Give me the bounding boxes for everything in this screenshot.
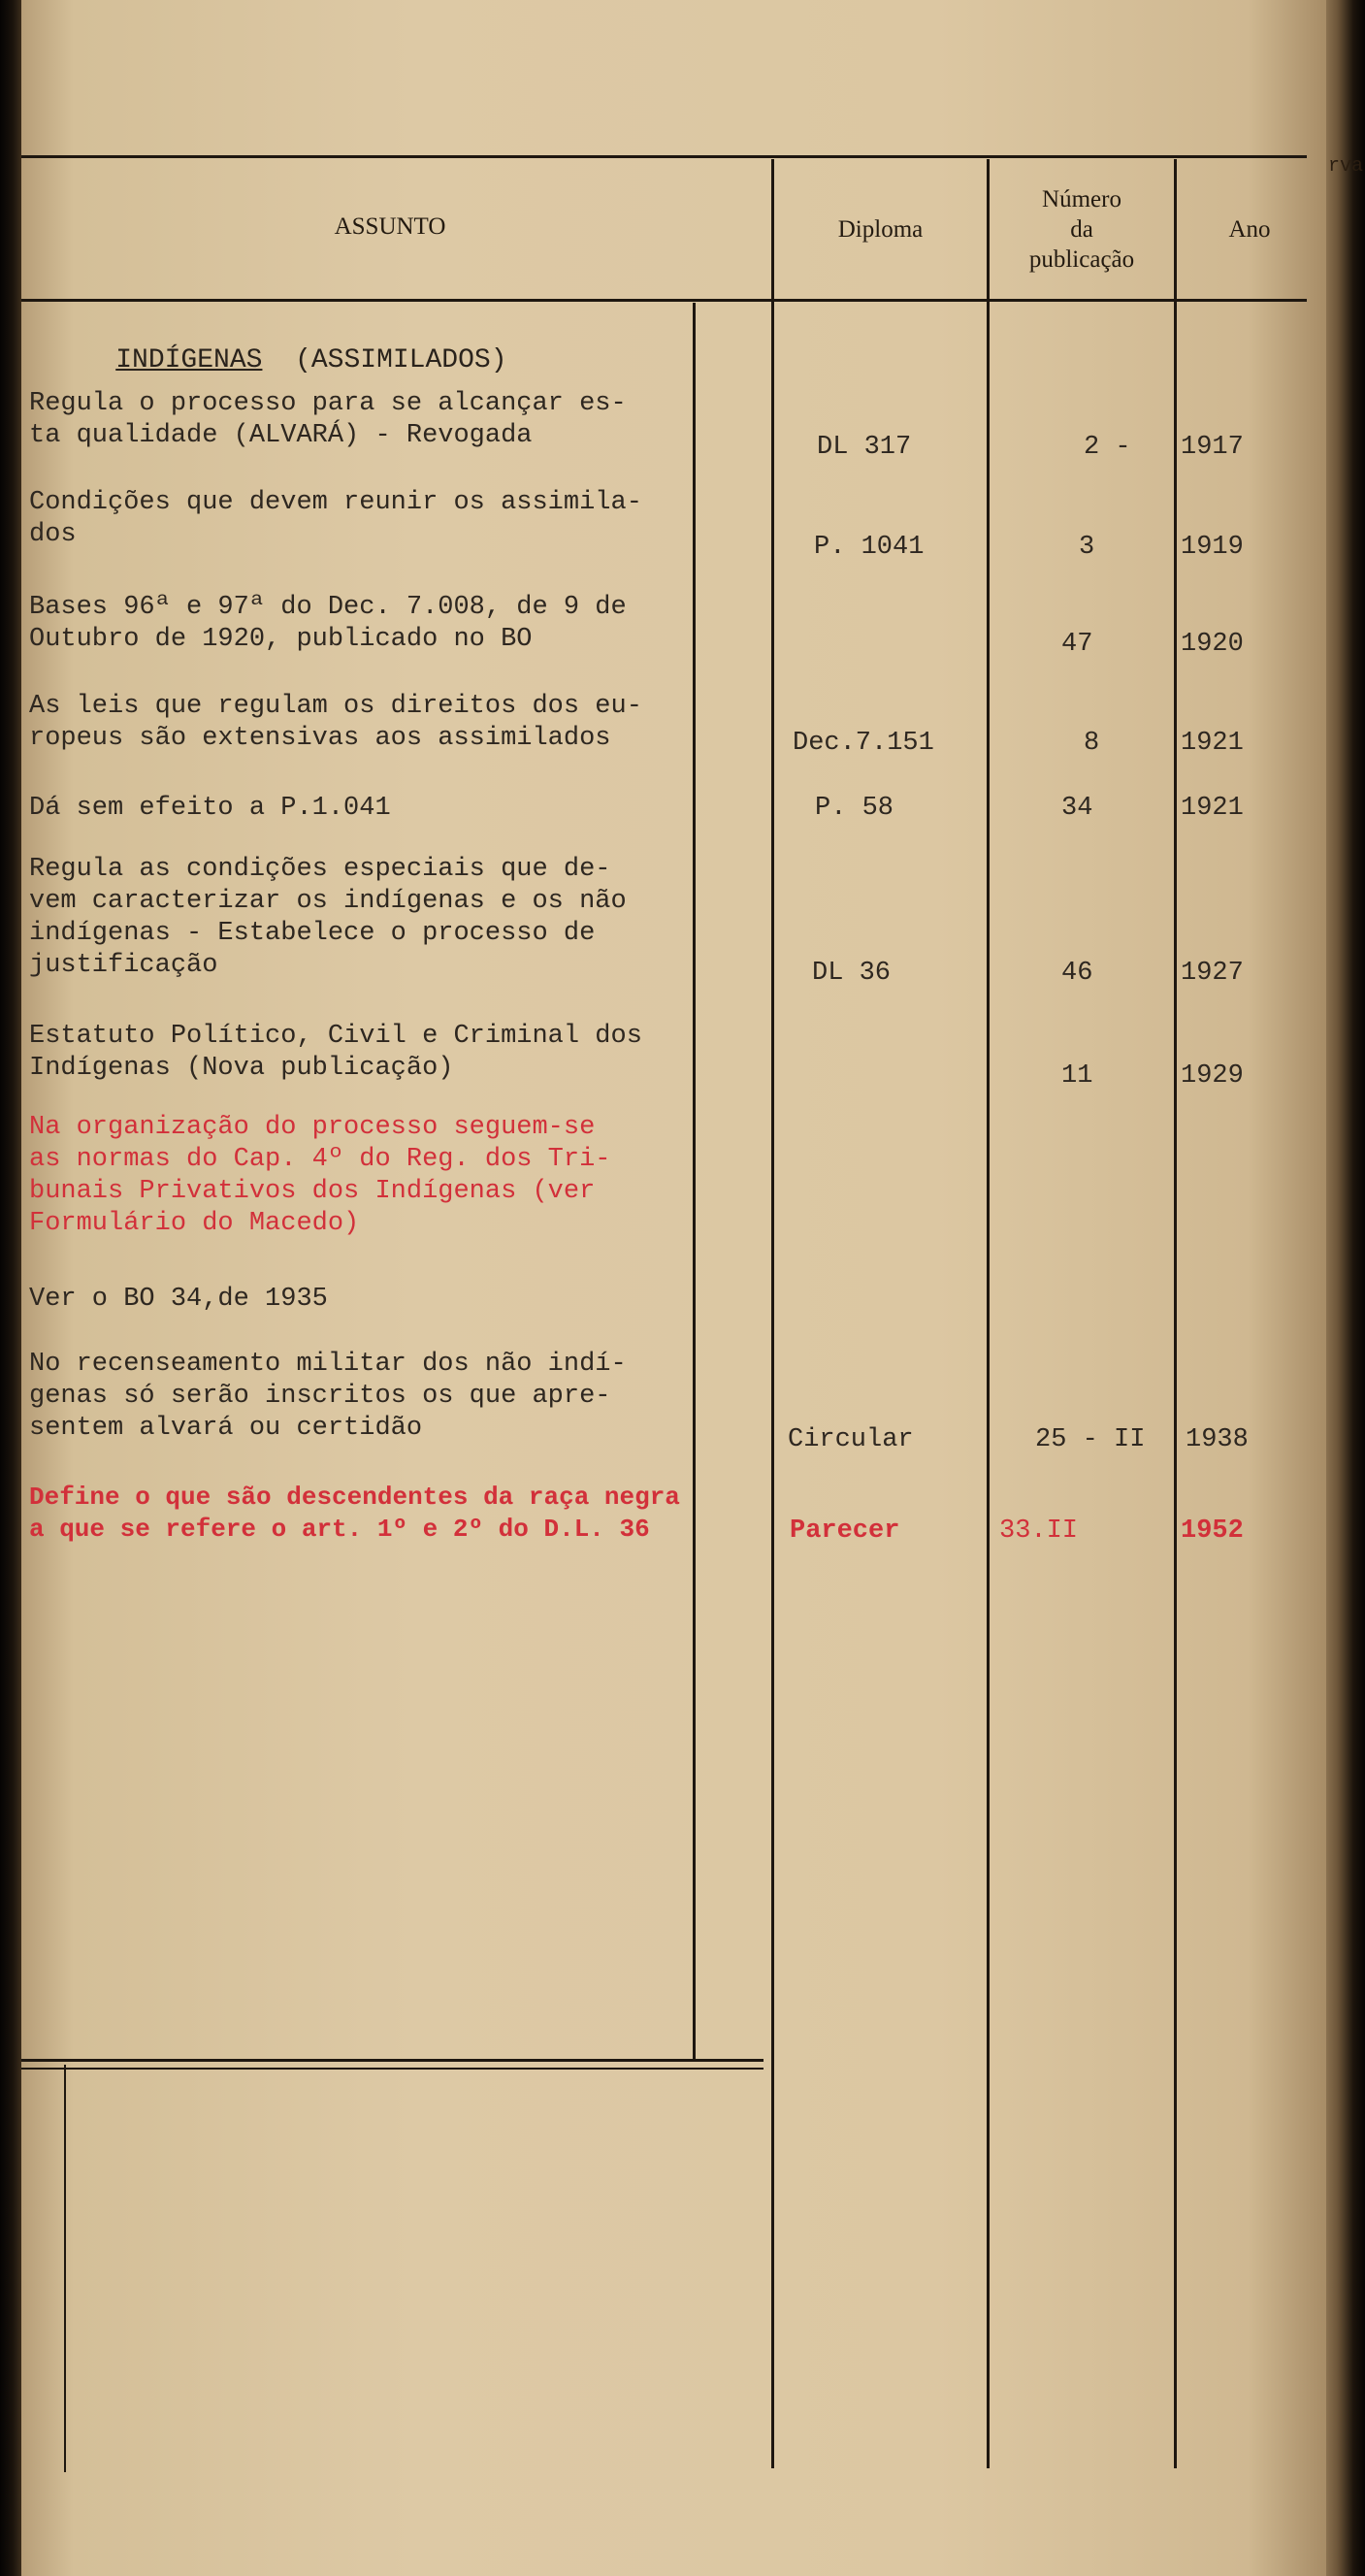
row-7-numero: 11 bbox=[1061, 1061, 1093, 1091]
header-numero-line-3: publicação bbox=[1028, 246, 1135, 273]
row-6-diploma: DL 36 bbox=[812, 959, 892, 988]
row-2-diploma: P. 1041 bbox=[814, 533, 925, 562]
row-11-ano: 1952 bbox=[1181, 1516, 1244, 1546]
section-title-word: INDÍGENAS bbox=[115, 345, 263, 375]
row-4-line-2: ropeus são extensivas aos assimilados bbox=[29, 724, 611, 753]
row-7-line-1: Estatuto Político, Civil e Criminal dos bbox=[29, 1022, 642, 1051]
row-7-assunto bbox=[29, 1021, 642, 1085]
row-2-ano: 1919 bbox=[1181, 533, 1244, 562]
row-8-assunto bbox=[29, 1112, 611, 1240]
row-2-assunto bbox=[29, 487, 642, 551]
row-10-diploma: Circular bbox=[788, 1425, 914, 1454]
footer-rule-1 bbox=[21, 2059, 764, 2062]
row-3-line-1: Bases 96ª e 97ª do Dec. 7.008, de 9 de bbox=[29, 593, 627, 622]
header-numero-line-2: da bbox=[1070, 216, 1093, 243]
header-diploma: Diploma bbox=[837, 216, 924, 243]
row-10-line-1: No recenseamento militar dos não indí- bbox=[29, 1350, 627, 1379]
row-6-line-1: Regula as condições especiais que de- bbox=[29, 855, 611, 884]
row-6-line-3: indígenas - Estabelece o processo de bbox=[29, 919, 596, 948]
row-2-line-1: Condições que devem reunir os assimila- bbox=[29, 488, 642, 517]
binding-spine bbox=[0, 0, 21, 2576]
row-6-assunto bbox=[29, 854, 627, 982]
row-1-ano: 1917 bbox=[1181, 433, 1244, 462]
row-5-assunto bbox=[29, 793, 391, 825]
row-10-ano: 1938 bbox=[1186, 1425, 1249, 1454]
row-2-numero: 3 bbox=[1079, 533, 1095, 562]
row-5-diploma: P. 58 bbox=[815, 794, 894, 823]
row-1-assunto bbox=[29, 388, 627, 452]
row-9-assunto bbox=[29, 1284, 328, 1316]
row-8-line-1: Na organização do processo seguem-se bbox=[29, 1113, 596, 1142]
row-3-ano: 1920 bbox=[1181, 630, 1244, 659]
header-top-rule bbox=[21, 155, 1307, 158]
row-5-ano: 1921 bbox=[1181, 794, 1244, 823]
footer-left-rule bbox=[64, 2065, 66, 2472]
ano-column-rule bbox=[1174, 159, 1177, 2468]
row-1-numero: 2 - bbox=[1084, 433, 1131, 462]
row-11-line-2: a que se refere o art. 1º e 2º do D.L. 36 bbox=[29, 1515, 650, 1544]
row-4-diploma: Dec.7.151 bbox=[793, 729, 934, 758]
header-ano: Ano bbox=[1228, 216, 1271, 243]
row-4-assunto bbox=[29, 691, 642, 755]
row-3-line-2: Outubro de 1920, publicado no BO bbox=[29, 625, 533, 654]
row-10-line-3: sentem alvará ou certidão bbox=[29, 1414, 423, 1443]
row-8-line-3: bunais Privativos dos Indígenas (ver bbox=[29, 1177, 596, 1206]
row-3-assunto bbox=[29, 592, 627, 656]
row-4-ano: 1921 bbox=[1181, 729, 1244, 758]
row-1-line-1: Regula o processo para se alcançar es- bbox=[29, 389, 627, 418]
row-7-line-2: Indígenas (Nova publicação) bbox=[29, 1054, 454, 1083]
row-11-numero: 33.II bbox=[999, 1516, 1079, 1546]
header-numero-line-1: Número bbox=[1042, 186, 1121, 212]
numero-column-rule bbox=[987, 159, 990, 2468]
row-4-numero: 8 bbox=[1084, 729, 1100, 758]
header-assunto: ASSUNTO bbox=[334, 213, 446, 240]
row-6-ano: 1927 bbox=[1181, 959, 1244, 988]
page-edge-right bbox=[1326, 0, 1365, 2576]
row-6-line-4: justificação bbox=[29, 951, 218, 980]
row-5-numero: 34 bbox=[1061, 794, 1093, 823]
row-4-line-1: As leis que regulam os direitos dos eu- bbox=[29, 692, 642, 721]
row-11-line-1: Define o que são descendentes da raça negra bbox=[29, 1483, 680, 1512]
row-8-line-2: as normas do Cap. 4º do Reg. dos Tri- bbox=[29, 1145, 611, 1174]
row-9-line-1: Ver o BO 34,de 1935 bbox=[29, 1285, 328, 1314]
header-numero bbox=[990, 184, 1174, 275]
footer-rule-2 bbox=[21, 2068, 764, 2070]
row-7-ano: 1929 bbox=[1181, 1061, 1244, 1091]
row-10-line-2: genas só serão inscritos os que apre- bbox=[29, 1382, 611, 1411]
diploma-column-rule bbox=[771, 159, 774, 2468]
row-1-diploma: DL 317 bbox=[817, 433, 912, 462]
section-title-qualifier: (ASSIMILADOS) bbox=[295, 345, 507, 375]
row-6-line-2: vem caracterizar os indígenas e os não bbox=[29, 887, 627, 916]
header-bottom-rule bbox=[21, 299, 1307, 302]
row-6-numero: 46 bbox=[1061, 959, 1093, 988]
row-3-numero: 47 bbox=[1061, 630, 1093, 659]
ledger-page bbox=[21, 0, 1326, 2576]
row-5-line-1: Dá sem efeito a P.1.041 bbox=[29, 794, 391, 823]
row-11-diploma: Parecer bbox=[790, 1516, 900, 1546]
row-10-numero: 25 - II bbox=[1035, 1425, 1146, 1454]
row-8-line-4: Formulário do Macedo) bbox=[29, 1209, 360, 1238]
row-11-assunto bbox=[29, 1482, 680, 1546]
row-1-line-2: ta qualidade (ALVARÁ) - Revogada bbox=[29, 421, 533, 450]
row-2-line-2: dos bbox=[29, 520, 77, 549]
margin-column-rule bbox=[693, 303, 696, 2061]
edge-tab-label: rva bbox=[1328, 155, 1364, 178]
row-10-assunto bbox=[29, 1349, 627, 1445]
